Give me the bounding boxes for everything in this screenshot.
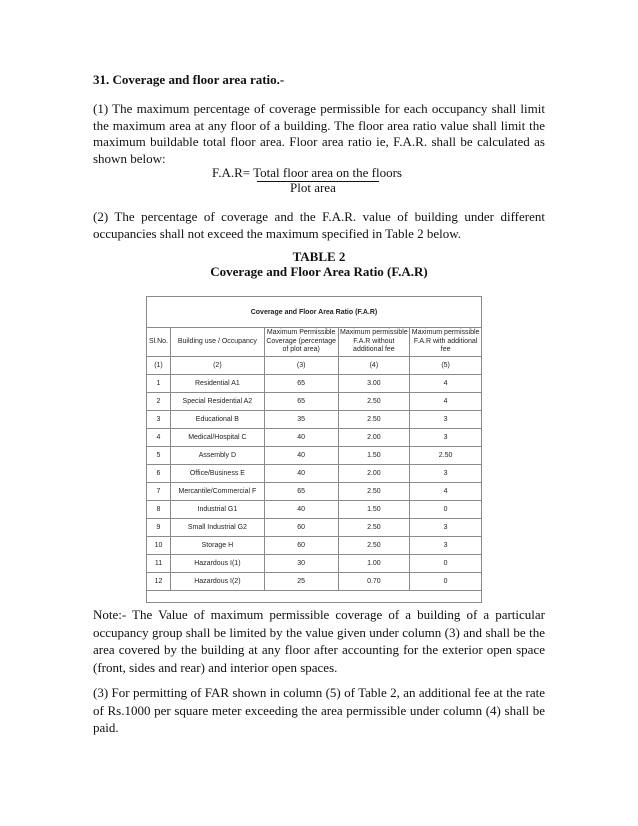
cell-coverage: 30	[264, 555, 338, 573]
cell-sl-no: 7	[147, 483, 171, 501]
cell-far-without-fee: 2.50	[338, 393, 410, 411]
table-row	[147, 447, 482, 465]
table-row	[147, 393, 482, 411]
cell-far-with-fee: 4	[410, 483, 482, 501]
cell-occupancy: Educational B	[170, 411, 264, 429]
cell-far-without-fee: 1.50	[338, 447, 410, 465]
cell-occupancy: Hazardous I(2)	[170, 573, 264, 591]
cell-far-without-fee: 2.50	[338, 519, 410, 537]
cell-far-with-fee: 3	[410, 429, 482, 447]
cell-occupancy: Small Industrial G2	[170, 519, 264, 537]
cell-far-without-fee: 3.00	[338, 375, 410, 393]
cell-sl-no: 5	[147, 447, 171, 465]
cell-sl-no: 1	[147, 375, 171, 393]
cell-sl-no: 4	[147, 429, 171, 447]
cell-coverage: 40	[264, 501, 338, 519]
cell-sl-no: 11	[147, 555, 171, 573]
column-number: (5)	[410, 357, 482, 375]
cell-occupancy: Hazardous I(1)	[170, 555, 264, 573]
table-row	[147, 573, 482, 591]
cell-coverage: 25	[264, 573, 338, 591]
table-bottom-padding	[147, 591, 482, 603]
cell-far-without-fee: 2.50	[338, 483, 410, 501]
cell-coverage: 40	[264, 465, 338, 483]
header-far-without-fee: Maximum permissible F.A.R without additional fee	[338, 328, 410, 357]
cell-far-with-fee: 0	[410, 501, 482, 519]
cell-far-with-fee: 0	[410, 573, 482, 591]
header-sl-no: Sl.No.	[147, 328, 171, 357]
cell-sl-no: 8	[147, 501, 171, 519]
cell-coverage: 35	[264, 411, 338, 429]
cell-coverage: 40	[264, 429, 338, 447]
column-number: (2)	[170, 357, 264, 375]
cell-coverage: 40	[264, 447, 338, 465]
cell-occupancy: Industrial G1	[170, 501, 264, 519]
cell-occupancy: Mercantile/Commercial F	[170, 483, 264, 501]
cell-far-without-fee: 0.70	[338, 573, 410, 591]
cell-far-without-fee: 2.50	[338, 411, 410, 429]
header-far-with-fee: Maximum permissible F.A.R with additional fee	[410, 328, 482, 357]
cell-coverage: 65	[264, 375, 338, 393]
cell-far-with-fee: 3	[410, 411, 482, 429]
section-heading: 31. Coverage and floor area ratio.-	[93, 72, 285, 87]
column-number: (1)	[147, 357, 171, 375]
table-row	[147, 501, 482, 519]
table-row	[147, 519, 482, 537]
cell-sl-no: 2	[147, 393, 171, 411]
formula-numerator: F.A.R= Total floor area on the floors	[212, 165, 402, 180]
header-coverage: Maximum Permissible Coverage (percentage of plot area)	[264, 328, 338, 357]
cell-coverage: 65	[264, 393, 338, 411]
cell-occupancy: Office/Business E	[170, 465, 264, 483]
table-row	[147, 537, 482, 555]
cell-far-without-fee: 1.50	[338, 501, 410, 519]
cell-far-with-fee: 0	[410, 555, 482, 573]
paragraph-2: (2) The percentage of coverage and the F.A.R. value of building under different occupancies shall not exceed the maximum specified in Table 2 below.	[93, 209, 545, 241]
cell-far-with-fee: 3	[410, 519, 482, 537]
table-body	[147, 375, 482, 591]
cell-far-with-fee: 3	[410, 537, 482, 555]
cell-coverage: 60	[264, 537, 338, 555]
column-number: (3)	[264, 357, 338, 375]
cell-far-with-fee: 4	[410, 393, 482, 411]
note-paragraph: Note:- The Value of maximum permissible coverage of a building of a particular occupancy group shall be limited by the value given under column (3) and shall be the area covered by the building at any floor after accounting for the exterior open space (front, sides and rear) and interior open spaces.	[93, 607, 545, 675]
table-caption-number: TABLE 2	[292, 249, 346, 264]
far-table	[146, 296, 482, 603]
cell-far-with-fee: 3	[410, 465, 482, 483]
cell-occupancy: Storage H	[170, 537, 264, 555]
header-occupancy: Building use / Occupancy	[170, 328, 264, 357]
table-bottom-cell	[147, 591, 482, 603]
cell-far-without-fee: 2.50	[338, 537, 410, 555]
table-row	[147, 429, 482, 447]
cell-coverage: 65	[264, 483, 338, 501]
cell-sl-no: 12	[147, 573, 171, 591]
cell-sl-no: 6	[147, 465, 171, 483]
paragraph-1: (1) The maximum percentage of coverage permissible for each occupancy shall limit the maximum area at any floor of a building. The floor area ratio value shall limit the maximum buildable total floor area. Floor area ratio ie, F.A.R. shall be calculated as shown below:	[93, 101, 545, 166]
column-number: (4)	[338, 357, 410, 375]
column-number-row	[147, 357, 482, 375]
cell-sl-no: 10	[147, 537, 171, 555]
table-row	[147, 465, 482, 483]
table-row	[147, 555, 482, 573]
cell-occupancy: Residential A1	[170, 375, 264, 393]
table-row	[147, 411, 482, 429]
cell-sl-no: 9	[147, 519, 171, 537]
cell-far-with-fee: 4	[410, 375, 482, 393]
cell-far-without-fee: 2.00	[338, 429, 410, 447]
cell-sl-no: 3	[147, 411, 171, 429]
cell-far-with-fee: 2.50	[410, 447, 482, 465]
cell-occupancy: Special Residential A2	[170, 393, 264, 411]
cell-far-without-fee: 1.00	[338, 555, 410, 573]
table-row	[147, 375, 482, 393]
cell-far-without-fee: 2.00	[338, 465, 410, 483]
cell-occupancy: Medical/Hospital C	[170, 429, 264, 447]
table-title: Coverage and Floor Area Ratio (F.A.R)	[147, 297, 482, 328]
paragraph-3: (3) For permitting of FAR shown in column (5) of Table 2, an additional fee at the rate of Rs.1000 per square meter exceeding the area permissible under column (4) shall be paid.	[93, 685, 545, 735]
table-caption-title: Coverage and Floor Area Ratio (F.A.R)	[210, 264, 428, 279]
cell-coverage: 60	[264, 519, 338, 537]
table-row	[147, 483, 482, 501]
cell-occupancy: Assembly D	[170, 447, 264, 465]
formula-denominator: Plot area	[290, 180, 336, 195]
